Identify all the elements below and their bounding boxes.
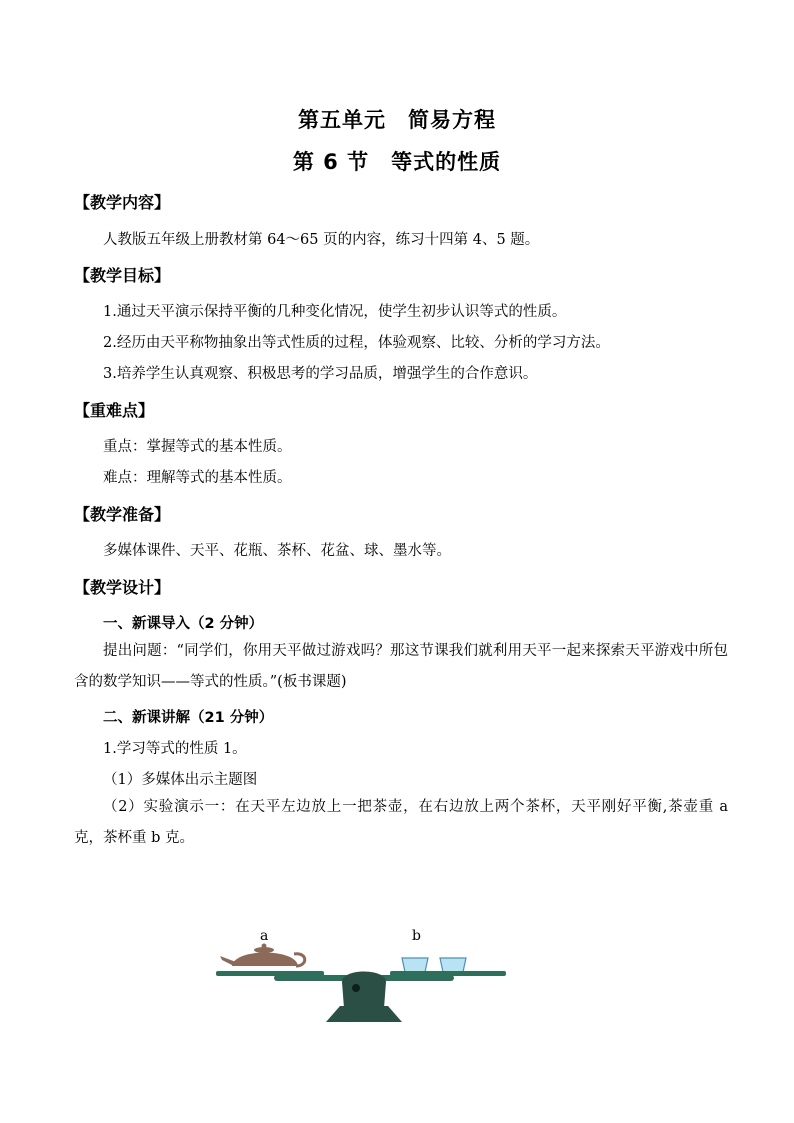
balance-scale-figure [214, 922, 514, 1027]
content-text: 人教版五年级上册教材第 64～65 页的内容，练习十四第 4、5 题。 [103, 232, 540, 248]
step1-text: 1.学习等式的性质 1。 [103, 741, 247, 757]
goals-heading: 【教学目标】 [74, 266, 171, 285]
part1-text: 提出问题：“同学们，你用天平做过游戏吗？那这节课我们就利用天平一起来探索天平游戏中所包含的数学知识——等式的性质。”(板书课题) [74, 643, 728, 690]
preparation-text: 多媒体课件、天平、花瓶、茶杯、花盆、球、墨水等。 [103, 543, 451, 559]
design-heading: 【教学设计】 [74, 578, 171, 597]
unit-title: 第五单元 简易方程 [298, 108, 496, 132]
balance-base [326, 1006, 402, 1022]
goal-item: 2.经历由天平称物抽象出等式性质的过程，体验观察、比较、分析的学习方法。 [103, 335, 610, 351]
part2-title: 二、新课讲解（21 分钟） [103, 710, 274, 726]
balance-pillar [342, 972, 386, 1009]
goal-item: 1.通过天平演示保持平衡的几种变化情况，使学生初步认识等式的性质。 [103, 304, 567, 320]
label-b: b [412, 928, 421, 944]
cup-icon [402, 958, 428, 972]
content-heading: 【教学内容】 [74, 193, 171, 212]
teapot-icon [220, 944, 305, 967]
step1-sub2: （2）实验演示一：在天平左边放上一把茶壶，在右边放上两个茶杯，天平刚好平衡,茶壶重 a 克，茶杯重 b 克。 [74, 799, 728, 846]
section-title: 第 6 节 等式的性质 [292, 150, 502, 174]
goal-item: 3.培养学生认真观察、积极思考的学习品质，增强学生的合作意识。 [103, 366, 538, 382]
preparation-heading: 【教学准备】 [74, 505, 171, 524]
label-a: a [260, 928, 269, 944]
part1-title: 一、新课导入（2 分钟） [103, 616, 264, 632]
step1-sub1: （1）多媒体出示主题图 [103, 772, 258, 788]
key-points-heading: 【重难点】 [74, 401, 155, 420]
pivot-icon [352, 984, 360, 992]
difficulty-text: 难点：理解等式的基本性质。 [103, 470, 292, 486]
cup-icon [440, 958, 466, 972]
focus-text: 重点：掌握等式的基本性质。 [103, 439, 292, 455]
